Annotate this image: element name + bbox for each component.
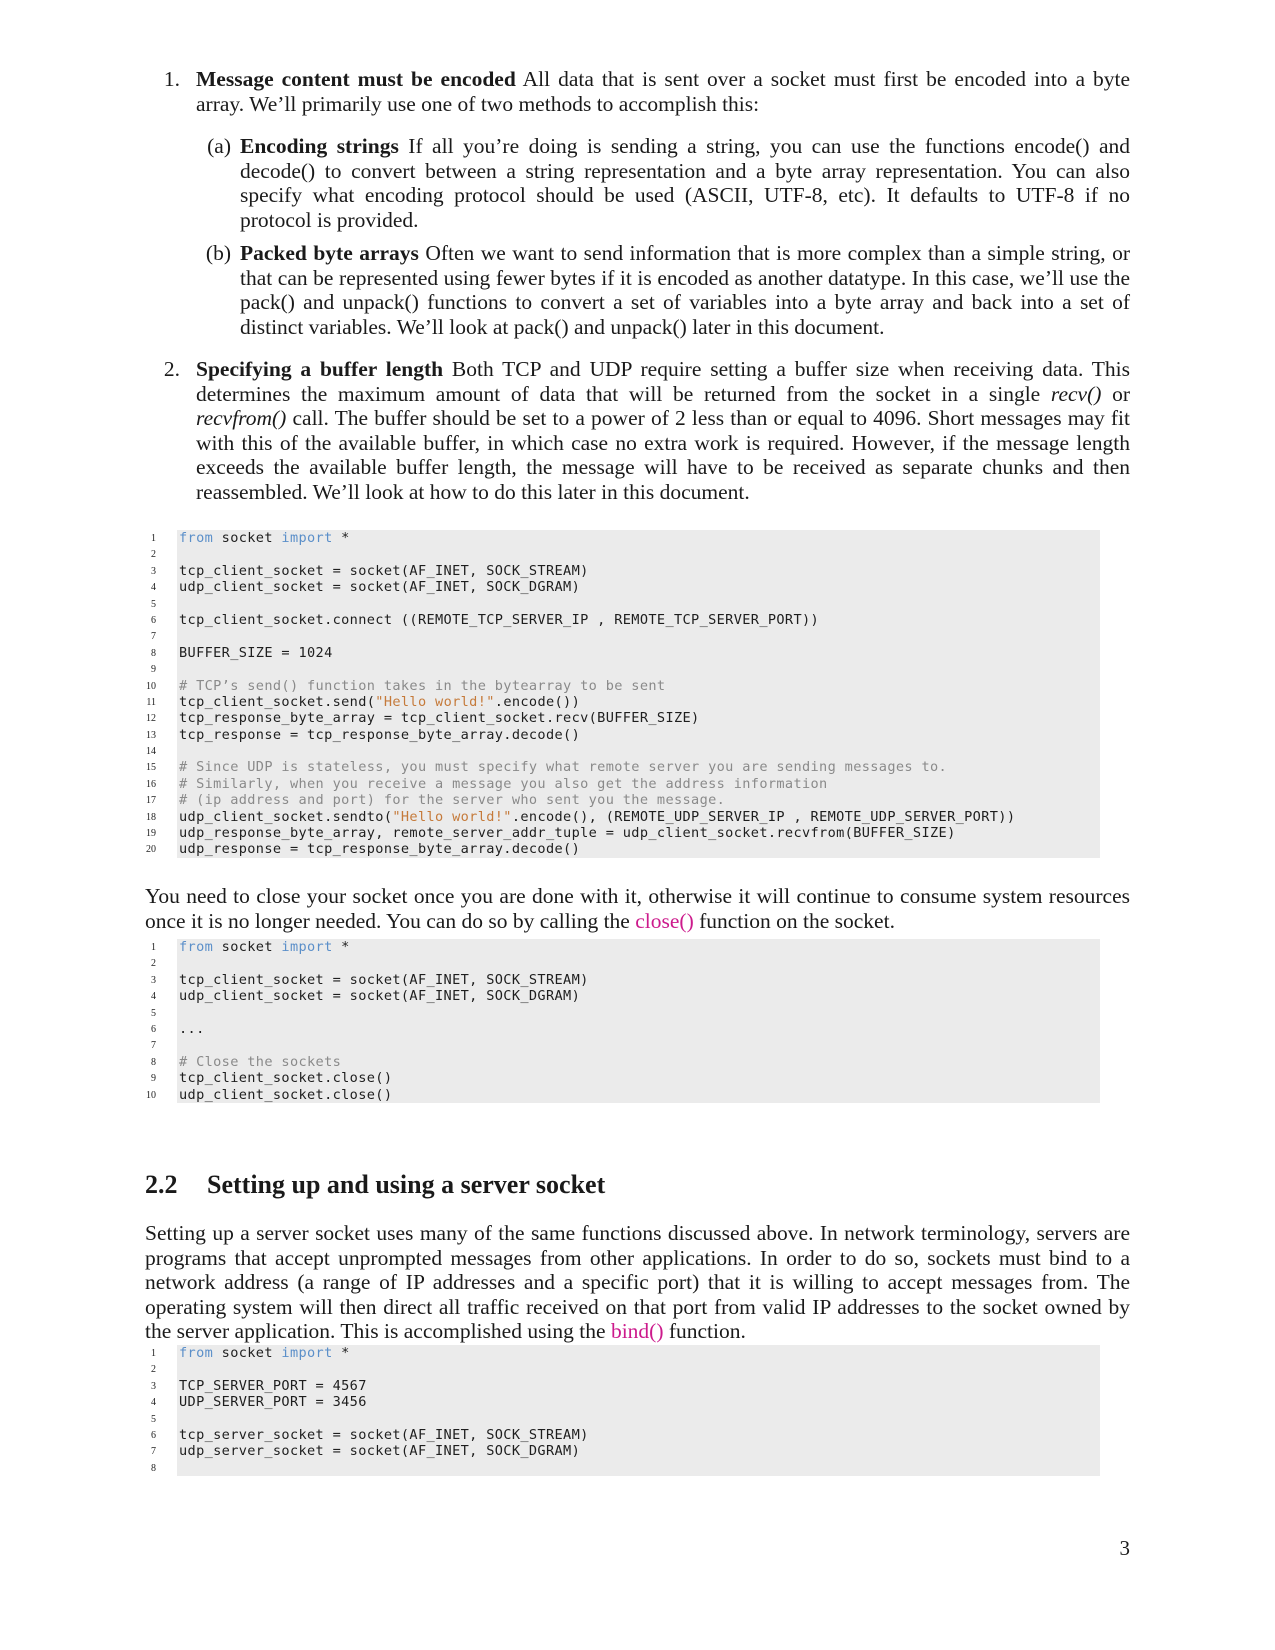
code-comment: # Close the sockets — [179, 1053, 342, 1070]
code-text — [177, 825, 1100, 841]
code-text — [177, 710, 1100, 726]
code-text — [177, 628, 1100, 644]
line-number: 19 — [146, 828, 156, 840]
code-line — [145, 759, 1100, 775]
code-line — [145, 612, 1100, 628]
code-text — [177, 1427, 1100, 1443]
code-line — [145, 530, 1100, 546]
sublist-label: (b) — [205, 241, 231, 265]
code-string: "Hello world!" — [392, 808, 512, 825]
code-line — [145, 1005, 1100, 1021]
paragraph-text: function. — [668, 1319, 746, 1343]
code-line — [145, 1021, 1100, 1037]
code-text — [177, 1087, 1100, 1103]
line-number: 7 — [151, 1040, 156, 1052]
line-number: 11 — [146, 696, 156, 708]
code-line — [145, 825, 1100, 841]
code-line — [145, 596, 1100, 612]
code-token: BUFFER_SIZE = 1024 — [179, 644, 333, 661]
recv-function: recv() — [1050, 381, 1102, 406]
code-token: tcp_client_socket.connect ((REMOTE_TCP_SERVER_IP , REMOTE_TCP_SERVER_PORT)) — [179, 611, 820, 628]
line-number: 6 — [151, 614, 156, 626]
code-text — [177, 1460, 1100, 1476]
line-number: 20 — [146, 844, 156, 856]
line-number: 1 — [151, 1348, 156, 1359]
line-number: 2 — [151, 549, 156, 561]
code-line — [145, 1443, 1100, 1459]
code-comment: # Since UDP is stateless, you must specify what remote server you are sending messages to. — [179, 759, 948, 776]
code-line — [145, 645, 1100, 661]
line-number: 3 — [151, 565, 156, 577]
line-number: 8 — [151, 647, 156, 659]
line-number: 1 — [151, 533, 156, 544]
code-text — [177, 727, 1100, 743]
code-line — [145, 1070, 1100, 1086]
code-line — [145, 1087, 1100, 1103]
code-text — [177, 678, 1100, 694]
code-token: .encode()) — [494, 693, 581, 710]
line-number: 8 — [151, 1056, 156, 1068]
code-keyword: import — [281, 939, 333, 955]
code-token: udp_response_byte_array, remote_server_addr_tuple = udp_client_socket.recvfrom(BUFFER_SIZE) — [179, 825, 956, 842]
code-token: tcp_client_socket.send( — [179, 693, 376, 710]
line-number: 12 — [146, 713, 156, 725]
sublist-item-encoding-strings — [240, 134, 1130, 232]
subitem-text: If all you’re doing is sending a string, you can use the functions encode() and decode() to convert between a string representation and a byte array representation. You can also specify what encoding protocol should be used (ASCII, UTF-8, etc). It defaults to UTF-8 if no protocol is provided. — [240, 134, 1130, 232]
subitem-heading: Packed byte arrays — [240, 241, 419, 265]
code-line — [145, 727, 1100, 743]
code-token: * — [332, 939, 350, 955]
paragraph-text: You need to close your socket once you are done with it, otherwise it will continue to consume system resources once it is no longer needed. You can do so by calling the — [145, 884, 1130, 933]
item-text: Both TCP and UDP require setting a buffer size when receiving data. This determines the maximum amount of data that will be returned from the socket in a single — [196, 357, 1130, 406]
sublist-item-packed-byte-arrays — [240, 241, 1130, 339]
code-text — [177, 1345, 1100, 1361]
line-number: 6 — [151, 1429, 156, 1441]
code-text — [177, 645, 1100, 661]
code-line — [145, 1054, 1100, 1070]
code-listing-close — [145, 939, 1100, 1103]
code-token: udp_response = tcp_response_byte_array.decode() — [179, 841, 581, 858]
code-token: * — [332, 1345, 350, 1361]
code-text — [177, 809, 1100, 825]
code-token: .encode(), (REMOTE_UDP_SERVER_IP , REMOTE_UDP_SERVER_PORT)) — [511, 808, 1016, 825]
code-text — [177, 530, 1100, 546]
paragraph-text: function on the socket. — [699, 908, 895, 933]
line-number: 4 — [151, 991, 156, 1003]
line-number: 3 — [151, 974, 156, 986]
line-number: 10 — [146, 1089, 156, 1101]
code-token: socket — [213, 1345, 282, 1361]
line-number: 4 — [151, 1397, 156, 1409]
code-line — [145, 955, 1100, 971]
close-function-link[interactable]: close() — [635, 908, 694, 933]
item-heading: Message content must be encoded — [196, 67, 516, 91]
subitem-text: Often we want to send information that is more complex than a simple string, or that can be represented using fewer bytes if it is encoded as another datatype. In this case, we’ll use the pack() and unpack() functions to convert a set of variables into a byte array and back into a set of distinct variables. We’ll look at pack() and unpack() later in this document. — [240, 241, 1130, 339]
code-text — [177, 792, 1100, 808]
line-number: 5 — [151, 1413, 156, 1425]
code-token: udp_client_socket.close() — [179, 1086, 393, 1103]
line-number: 17 — [146, 795, 156, 807]
code-keyword: from — [179, 1345, 214, 1361]
code-line — [145, 1460, 1100, 1476]
line-number: 6 — [151, 1023, 156, 1035]
code-token: udp_client_socket.sendto( — [179, 808, 393, 825]
line-number: 18 — [146, 811, 156, 823]
code-token: tcp_client_socket = socket(AF_INET, SOCK_STREAM) — [179, 562, 589, 579]
item-heading: Specifying a buffer length — [196, 357, 444, 381]
code-text — [177, 596, 1100, 612]
code-line — [145, 1345, 1100, 1361]
list-number: 1. — [163, 67, 180, 91]
code-token: udp_client_socket = socket(AF_INET, SOCK_DGRAM) — [179, 579, 581, 596]
code-keyword: from — [179, 939, 214, 955]
line-number: 1 — [151, 942, 156, 953]
item-text: or — [1112, 381, 1131, 406]
code-token: tcp_response = tcp_response_byte_array.decode() — [179, 726, 581, 743]
code-line — [145, 939, 1100, 955]
code-text — [177, 1005, 1100, 1021]
code-line — [145, 1427, 1100, 1443]
code-comment: # TCP’s send() function takes in the bytearray to be sent — [179, 677, 666, 694]
line-number: 5 — [151, 1007, 156, 1019]
list-number: 2. — [163, 357, 180, 381]
code-string: "Hello world!" — [375, 693, 495, 710]
code-line — [145, 988, 1100, 1004]
list-item-message-encoding — [196, 67, 1130, 116]
code-line — [145, 972, 1100, 988]
close-paragraph — [145, 884, 1130, 933]
line-number: 9 — [151, 664, 156, 676]
code-listing-server — [145, 1345, 1100, 1476]
line-number: 4 — [151, 582, 156, 594]
code-line — [145, 1037, 1100, 1053]
code-text — [177, 1021, 1100, 1037]
code-token: udp_server_socket = socket(AF_INET, SOCK_DGRAM) — [179, 1443, 581, 1460]
code-token: TCP_SERVER_PORT = 4567 — [179, 1377, 367, 1394]
recvfrom-function: recvfrom() — [196, 406, 287, 430]
code-text — [177, 988, 1100, 1004]
line-number: 15 — [146, 762, 156, 774]
code-line — [145, 809, 1100, 825]
code-token: UDP_SERVER_PORT = 3456 — [179, 1394, 367, 1411]
line-number: 16 — [146, 778, 156, 790]
code-comment: # (ip address and port) for the server who sent you the message. — [179, 792, 726, 809]
code-text — [177, 955, 1100, 971]
code-line — [145, 678, 1100, 694]
code-keyword: import — [281, 1345, 333, 1361]
code-text — [177, 563, 1100, 579]
bind-function-link[interactable]: bind() — [610, 1319, 664, 1343]
code-text — [177, 1411, 1100, 1427]
code-comment: # Similarly, when you receive a message you also get the address information — [179, 775, 828, 792]
code-text — [177, 1070, 1100, 1086]
sublist-label: (a) — [207, 134, 231, 158]
code-token: ... — [179, 1020, 205, 1037]
code-text — [177, 612, 1100, 628]
code-token: * — [332, 530, 350, 546]
server-paragraph — [145, 1221, 1130, 1344]
line-number: 7 — [151, 631, 156, 643]
code-text — [177, 776, 1100, 792]
code-text — [177, 841, 1100, 857]
code-text — [177, 694, 1100, 710]
line-number: 14 — [146, 746, 156, 758]
code-text — [177, 1037, 1100, 1053]
line-number: 10 — [146, 680, 156, 692]
code-token: tcp_client_socket = socket(AF_INET, SOCK_STREAM) — [179, 971, 589, 988]
code-text — [177, 1394, 1100, 1410]
code-line — [145, 1361, 1100, 1377]
code-text — [177, 661, 1100, 677]
code-line — [145, 776, 1100, 792]
code-keyword: from — [179, 530, 214, 546]
line-number: 8 — [151, 1462, 156, 1474]
code-line — [145, 694, 1100, 710]
code-text — [177, 743, 1100, 759]
code-line — [145, 628, 1100, 644]
code-line — [145, 546, 1100, 562]
code-line — [145, 743, 1100, 759]
code-token: socket — [213, 530, 282, 546]
code-text — [177, 1378, 1100, 1394]
section-title: Setting up and using a server socket — [207, 1170, 606, 1199]
section-number: 2.2 — [145, 1170, 178, 1199]
code-token: tcp_response_byte_array = tcp_client_socket.recv(BUFFER_SIZE) — [179, 710, 700, 727]
line-number: 3 — [151, 1380, 156, 1392]
code-line — [145, 579, 1100, 595]
code-keyword: import — [281, 530, 333, 546]
code-text — [177, 1443, 1100, 1459]
line-number: 5 — [151, 598, 156, 610]
item-text: call. The buffer should be set to a power of 2 less than or equal to 4096. Short messages may fit with this of the available buffer, in which case no extra work is required. However, if the message length exceeds the available buffer length, the message will have to be received as separate chunks and then reassembled. We’ll look at how to do this later in this document. — [196, 406, 1131, 504]
code-line — [145, 1378, 1100, 1394]
code-line — [145, 1411, 1100, 1427]
item-text: All data that is sent over a socket must first be encoded into a byte array. We’ll primarily use one of two methods to accomplish this: — [196, 67, 1130, 116]
code-text — [177, 759, 1100, 775]
subitem-heading: Encoding strings — [240, 134, 399, 158]
page-number: 3 — [1119, 1536, 1130, 1560]
code-line — [145, 792, 1100, 808]
code-listing-client — [145, 530, 1100, 858]
code-token: tcp_client_socket.close() — [179, 1070, 393, 1087]
paragraph-text: Setting up a server socket uses many of the same functions discussed above. In network terminology, servers are programs that accept unprompted messages from other applications. In order to do so, sockets must bind to a network address (a range of IP addresses and a specific port) that it is willing to accept messages from. The operating system will then direct all traffic received on that port from valid IP addresses to the socket owned by the server application. This is accomplished using the — [145, 1221, 1130, 1343]
code-token: udp_client_socket = socket(AF_INET, SOCK_DGRAM) — [179, 988, 581, 1005]
section-heading — [145, 1170, 605, 1200]
list-item-buffer-length — [196, 357, 1130, 504]
code-line — [145, 661, 1100, 677]
code-text — [177, 939, 1100, 955]
code-text — [177, 579, 1100, 595]
code-text — [177, 972, 1100, 988]
line-number: 2 — [151, 958, 156, 970]
code-line — [145, 710, 1100, 726]
code-line — [145, 1394, 1100, 1410]
code-line — [145, 563, 1100, 579]
line-number: 2 — [151, 1364, 156, 1376]
code-text — [177, 1054, 1100, 1070]
code-text — [177, 1361, 1100, 1377]
line-number: 7 — [151, 1446, 156, 1458]
code-token: socket — [213, 939, 282, 955]
code-line — [145, 841, 1100, 857]
code-token: tcp_server_socket = socket(AF_INET, SOCK_STREAM) — [179, 1426, 589, 1443]
line-number: 9 — [151, 1073, 156, 1085]
line-number: 13 — [146, 729, 156, 741]
code-text — [177, 546, 1100, 562]
